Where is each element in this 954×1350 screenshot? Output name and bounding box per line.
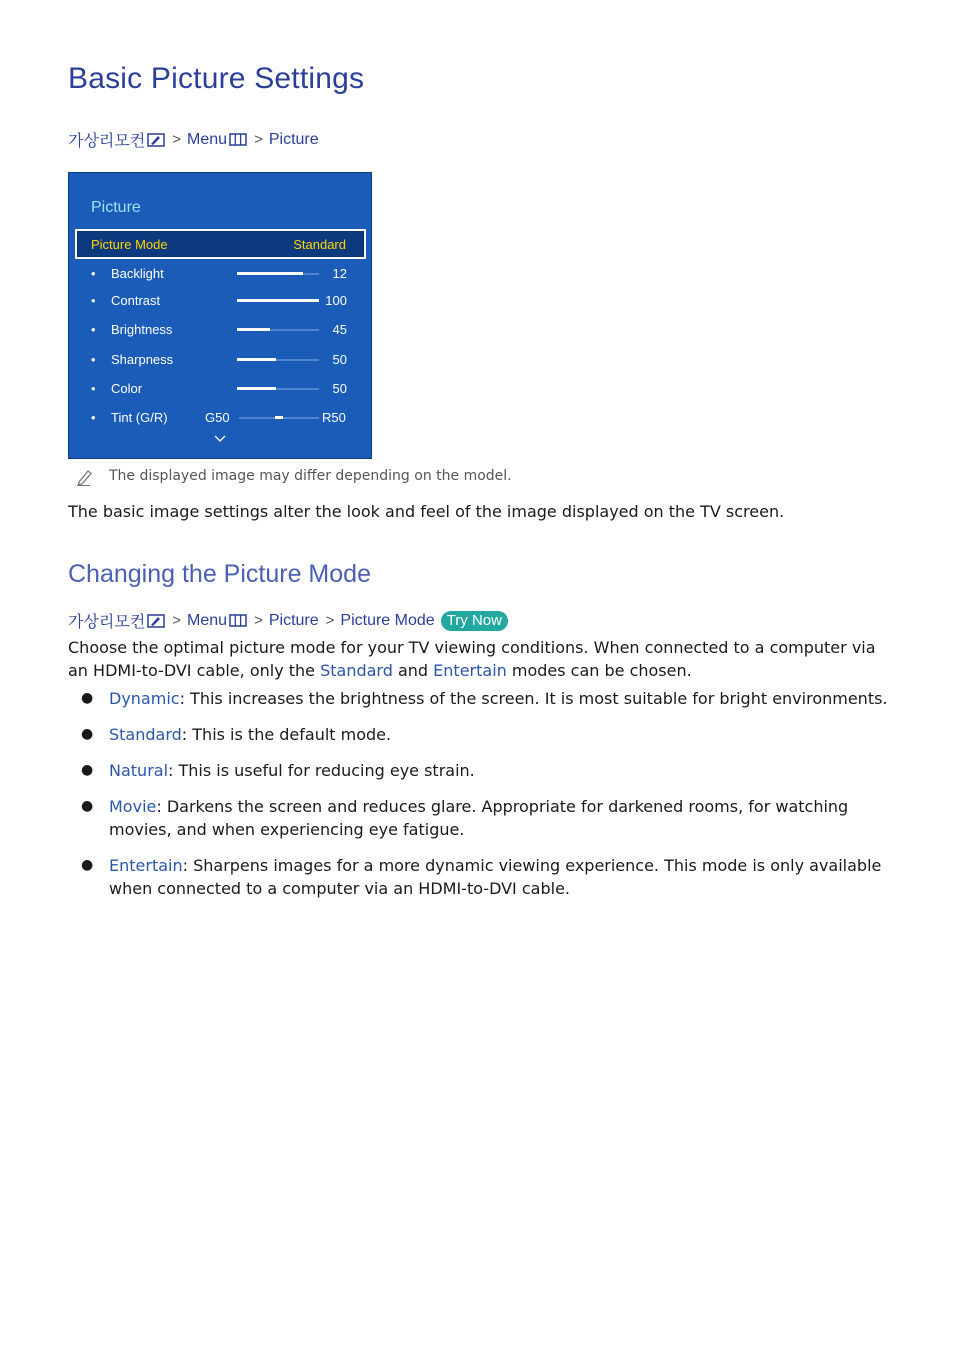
bullet-icon: ● bbox=[81, 762, 94, 778]
bullet-icon: ● bbox=[81, 857, 94, 873]
picture-menu-screenshot bbox=[68, 172, 372, 459]
setting-slider[interactable] bbox=[237, 329, 319, 331]
picture-mode-label: Picture Mode bbox=[91, 237, 168, 252]
breadcrumb-menu[interactable]: Menu bbox=[187, 130, 228, 148]
chevron-right-icon: > bbox=[172, 131, 182, 148]
remote-icon bbox=[147, 133, 165, 147]
setting-row[interactable] bbox=[69, 266, 373, 286]
picture-mode-list bbox=[68, 687, 888, 913]
chevron-right-icon: > bbox=[254, 612, 263, 629]
bullet-icon: • bbox=[91, 322, 96, 337]
intro-paragraph: The basic image settings alter the look and feel of the image displayed on the TV screen. bbox=[68, 502, 785, 521]
setting-row[interactable] bbox=[69, 322, 373, 342]
setting-value: 12 bbox=[332, 266, 347, 281]
setting-row[interactable] bbox=[69, 381, 373, 401]
chevron-right-icon: > bbox=[172, 612, 182, 629]
menu-icon bbox=[229, 133, 247, 146]
setting-value: 45 bbox=[332, 322, 347, 337]
setting-label: Sharpness bbox=[111, 352, 174, 367]
note bbox=[76, 468, 512, 486]
list-item: ● Natural: This is useful for reducing eye strain. bbox=[81, 761, 475, 780]
list-item: ● Entertain: Sharpens images for a more dynamic viewing experience. This mode is only available when connected to a computer via an HDMI-to-DVI cable. bbox=[81, 856, 882, 898]
breadcrumb-remote[interactable]: 가상리모컨 bbox=[68, 614, 146, 631]
setting-row[interactable] bbox=[69, 293, 373, 313]
menu-icon bbox=[229, 614, 247, 627]
picture-mode-value: Standard bbox=[293, 237, 346, 252]
tint-row[interactable] bbox=[69, 410, 373, 430]
list-item: ● Movie: Darkens the screen and reduces glare. Appropriate for darkened rooms, for watching movies, and when experiencing eye fatigue. bbox=[81, 797, 849, 839]
tint-red-value: R50 bbox=[322, 410, 346, 425]
bullet-icon: • bbox=[91, 352, 96, 367]
breadcrumb-remote[interactable]: 가상리모컨 bbox=[68, 133, 146, 150]
breadcrumb-picture[interactable]: Picture bbox=[268, 611, 319, 629]
setting-slider[interactable] bbox=[237, 359, 319, 361]
section-breadcrumb bbox=[68, 609, 508, 632]
page-title: Basic Picture Settings bbox=[68, 62, 365, 95]
remote-icon bbox=[147, 614, 165, 628]
chevron-right-icon: > bbox=[325, 612, 335, 629]
keyword-standard: Standard bbox=[320, 661, 393, 680]
breadcrumb bbox=[68, 128, 319, 151]
bullet-icon: • bbox=[91, 381, 96, 396]
tint-label: Tint (G/R) bbox=[111, 410, 168, 425]
bullet-icon: ● bbox=[81, 798, 94, 814]
list-item: ● Standard: This is the default mode. bbox=[81, 725, 392, 744]
tint-slider[interactable] bbox=[239, 417, 319, 419]
breadcrumb-picture[interactable]: Picture bbox=[268, 130, 319, 148]
setting-label: Backlight bbox=[111, 266, 164, 281]
bullet-icon: • bbox=[91, 410, 96, 425]
mode-paragraph: Choose the optimal picture mode for your TV viewing conditions. When connected to a computer via an HDMI-to-DVI cable, only the Standard and Entertain modes can be chosen. bbox=[68, 638, 876, 680]
picture-mode-row[interactable] bbox=[75, 229, 366, 259]
chevron-down-icon[interactable] bbox=[214, 435, 226, 443]
list-item: ● Dynamic: This increases the brightness of the screen. It is most suitable for bright environments. bbox=[81, 689, 888, 708]
setting-row[interactable] bbox=[69, 352, 373, 372]
breadcrumb-picture-mode[interactable]: Picture Mode bbox=[340, 611, 435, 629]
setting-slider[interactable] bbox=[237, 388, 319, 390]
section-title: Changing the Picture Mode bbox=[68, 560, 371, 588]
keyword-entertain: Entertain bbox=[433, 661, 507, 680]
note-text: The displayed image may differ depending on the model. bbox=[109, 468, 512, 484]
setting-value: 50 bbox=[332, 381, 347, 396]
tint-green-value: G50 bbox=[205, 410, 230, 425]
setting-label: Brightness bbox=[111, 322, 173, 337]
try-now-button[interactable]: Try Now bbox=[441, 611, 508, 631]
setting-slider[interactable] bbox=[237, 273, 319, 275]
bullet-icon: • bbox=[91, 266, 96, 281]
pencil-icon bbox=[76, 468, 94, 486]
setting-label: Contrast bbox=[111, 293, 161, 308]
chevron-right-icon: > bbox=[254, 131, 263, 148]
panel-title: Picture bbox=[91, 199, 141, 216]
setting-value: 100 bbox=[325, 293, 347, 308]
setting-slider[interactable] bbox=[237, 300, 319, 302]
bullet-icon: • bbox=[91, 293, 96, 308]
setting-label: Color bbox=[111, 381, 143, 396]
bullet-icon: ● bbox=[81, 726, 94, 742]
setting-value: 50 bbox=[332, 352, 347, 367]
bullet-icon: ● bbox=[81, 690, 94, 706]
breadcrumb-menu[interactable]: Menu bbox=[187, 611, 228, 629]
